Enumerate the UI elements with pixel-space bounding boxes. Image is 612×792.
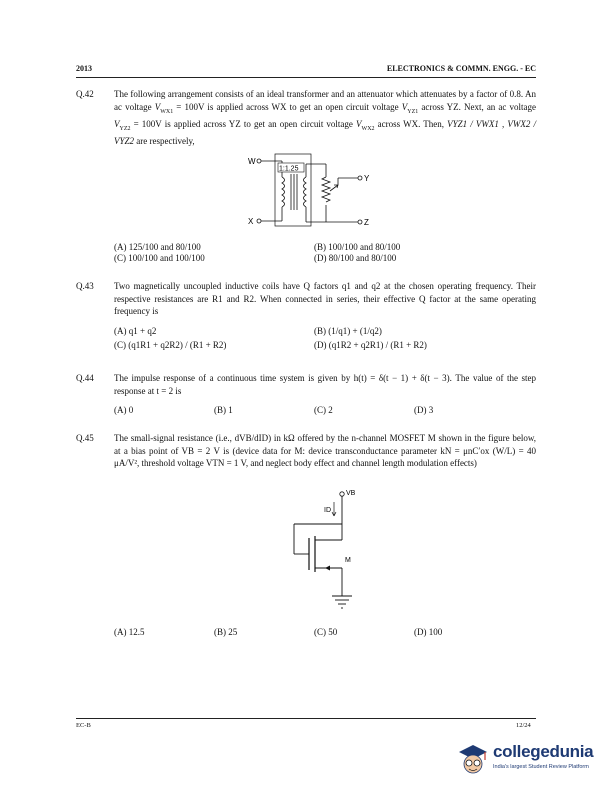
id-label: ID <box>324 507 331 514</box>
option-d: (D) 80/100 and 80/100 <box>314 253 397 263</box>
option-c: (C) 100/100 and 100/100 <box>114 253 205 263</box>
brand-name: collegedunia <box>493 742 594 761</box>
vb-label: VB <box>346 490 356 497</box>
question-text: The small-signal resistance (i.e., dVB/dID) in kΩ offered by the n-channel MOSFET M shown in the figure below, at a bias point of VB = 2 V is (device data for M: device transconductance parameter kN = μnC′ox (W/L) = 40 μA/V², threshold voltage VTN = 1 V, and neglect body effect and channel length modulation effects) <box>114 433 536 468</box>
option-a: (A) 0 <box>114 405 134 415</box>
footer-page-number: 12/24 <box>516 722 531 729</box>
turns-ratio-label: 1:1.25 <box>279 165 299 173</box>
m-label: M <box>345 557 351 564</box>
secondary-coil <box>304 177 307 207</box>
page-header <box>76 64 536 76</box>
mascot-icon <box>455 740 491 778</box>
option-c: (C) (q1R1 + q2R2) / (R1 + R2) <box>114 340 227 350</box>
question-43 <box>76 280 536 360</box>
option-c: (C) 2 <box>314 405 333 415</box>
question-number: Q.42 <box>76 89 94 99</box>
question-42 <box>76 88 536 268</box>
option-d: (D) 100 <box>414 627 443 637</box>
source-arrow <box>325 566 330 571</box>
option-b: (B) 1 <box>214 405 233 415</box>
footer-rule <box>76 718 536 719</box>
header-subject: ELECTRONICS & COMMN. ENGG. - EC <box>386 64 536 73</box>
question-number: Q.43 <box>76 281 94 291</box>
transformer-attenuator-figure <box>246 152 416 234</box>
header-rule <box>76 77 536 78</box>
header-year: 2013 <box>76 64 92 73</box>
question-number: Q.45 <box>76 433 94 443</box>
option-d: (D) (q1R2 + q2R1) / (R1 + R2) <box>314 340 427 350</box>
terminal-z-label: Z <box>364 218 369 227</box>
collegedunia-logo <box>455 740 605 780</box>
option-d: (D) 3 <box>414 405 434 415</box>
mosfet-figure <box>281 488 381 616</box>
brand-tagline: India's largest Student Review Platform <box>493 764 589 770</box>
primary-coil <box>282 177 285 207</box>
question-45 <box>76 432 536 642</box>
option-b: (B) (1/q1) + (1/q2) <box>314 326 382 336</box>
question-number: Q.44 <box>76 373 94 383</box>
terminal-w-label: W <box>248 157 256 166</box>
option-b: (B) 25 <box>214 627 238 637</box>
option-a: (A) q1 + q2 <box>114 326 157 336</box>
question-text: Two magnetically uncoupled inductive coils have Q factors q1 and q2 at the chosen operating frequency. Their respective resistances are R1 and R2. When connected in series, their effective Q factor at the same operating frequency is <box>114 281 536 316</box>
option-c: (C) 50 <box>314 627 338 637</box>
attenuator-resistor <box>322 177 330 202</box>
option-b: (B) 100/100 and 80/100 <box>314 242 401 252</box>
question-text: The impulse response of a continuous time system is given by h(t) = δ(t − 1) + δ(t − 3). The value of the step response at t = 2 is <box>114 373 536 396</box>
terminal-y-label: Y <box>364 174 370 183</box>
option-a: (A) 12.5 <box>114 627 145 637</box>
footer-paper-code: EC-B <box>76 722 91 729</box>
question-44 <box>76 372 536 422</box>
question-text: The following arrangement consists of an ideal transformer and an attenuator which attenuates by a factor of 0.8. An ac voltage $V_{WX1} = 100V$ is applied across WX to get an open circuit voltage $V_{YZ1}$ across YZ. Next, an ac voltage $V_{YZ2} = 100V$ is applied across YZ to get an open circuit voltage $V_{WX2}$ across WX. Then, VYZ1 / VWX1 , VWX2 / VYZ2 are respectively, <box>114 89 536 147</box>
terminal-x-label: X <box>248 217 254 226</box>
option-a: (A) 125/100 and 80/100 <box>114 242 201 252</box>
